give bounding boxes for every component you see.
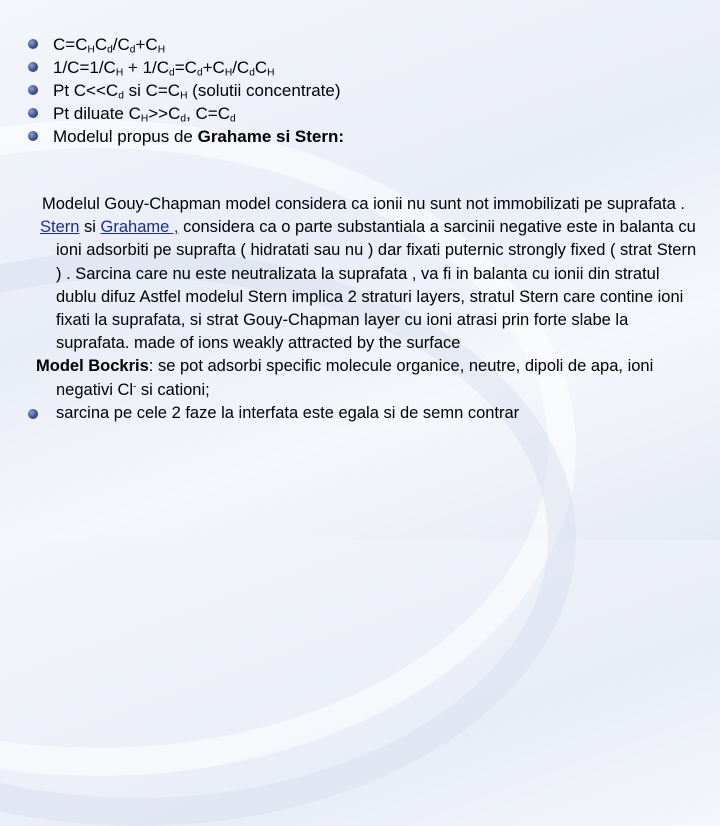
body-text <box>34 193 704 425</box>
bullet-item-2: $1/C=1/C_H + 1/C_d=C_d+C_H/C_dC_H$ <box>28 56 344 79</box>
paragraph-bockris: Model Bockris: se pot adsorbi specific molecule organice, neutre, dipoli de apa, ioni negativi Cl- si cationi; <box>36 357 654 399</box>
bullet-list <box>28 33 344 148</box>
bullet-item-3: Pt $C<<C_d$ si $C=C_H$ (solutii concentrate) <box>28 79 344 102</box>
bullet-item-4: Pt diluate $C_H>>C_d$, $C=C_d$ <box>28 102 344 125</box>
bullet-icon <box>28 409 38 419</box>
bullet-icon <box>28 39 38 49</box>
paragraph-stern-grahame: Stern si Grahame , considera ca o parte substantiala a sarcinii negative este in balanta cu ioni adsorbiti pe suprafta ( hidratati sau nu ) dar fixati puternic strongly fixed ( strat Stern ) . Sarcina care nu este neutralizata la suprafata , va fi in balanta cu ionii din stratul dublu difuz Astfel modelul Stern implica 2 straturi layers, stratul Stern care contine ioni fixati la suprafata, si strat Gouy-Chapman layer cu ioni atrasi prin forte slabe la suprafata. made of ions weakly attracted by the surface <box>40 218 697 353</box>
paragraph-gouy-chapman: Modelul Gouy-Chapman model considera ca ionii nu sunt not immobilizati pe suprafata . <box>42 195 685 213</box>
bullet-item-last: sarcina pe cele 2 faze la interfata este egala si de semn contrar <box>34 402 704 425</box>
stern-link[interactable]: Stern <box>40 218 80 237</box>
bullet-item-5: Modelul propus de Grahame si Stern: <box>28 125 344 148</box>
bullet-icon <box>28 131 38 141</box>
bullet-item-1: $C=C_HC_d/C_d+C_H$ <box>28 33 344 56</box>
bullet-icon <box>28 108 38 118</box>
bullet-icon <box>28 62 38 72</box>
bullet-icon <box>28 85 38 95</box>
grahame-link[interactable]: Grahame , <box>100 218 179 237</box>
